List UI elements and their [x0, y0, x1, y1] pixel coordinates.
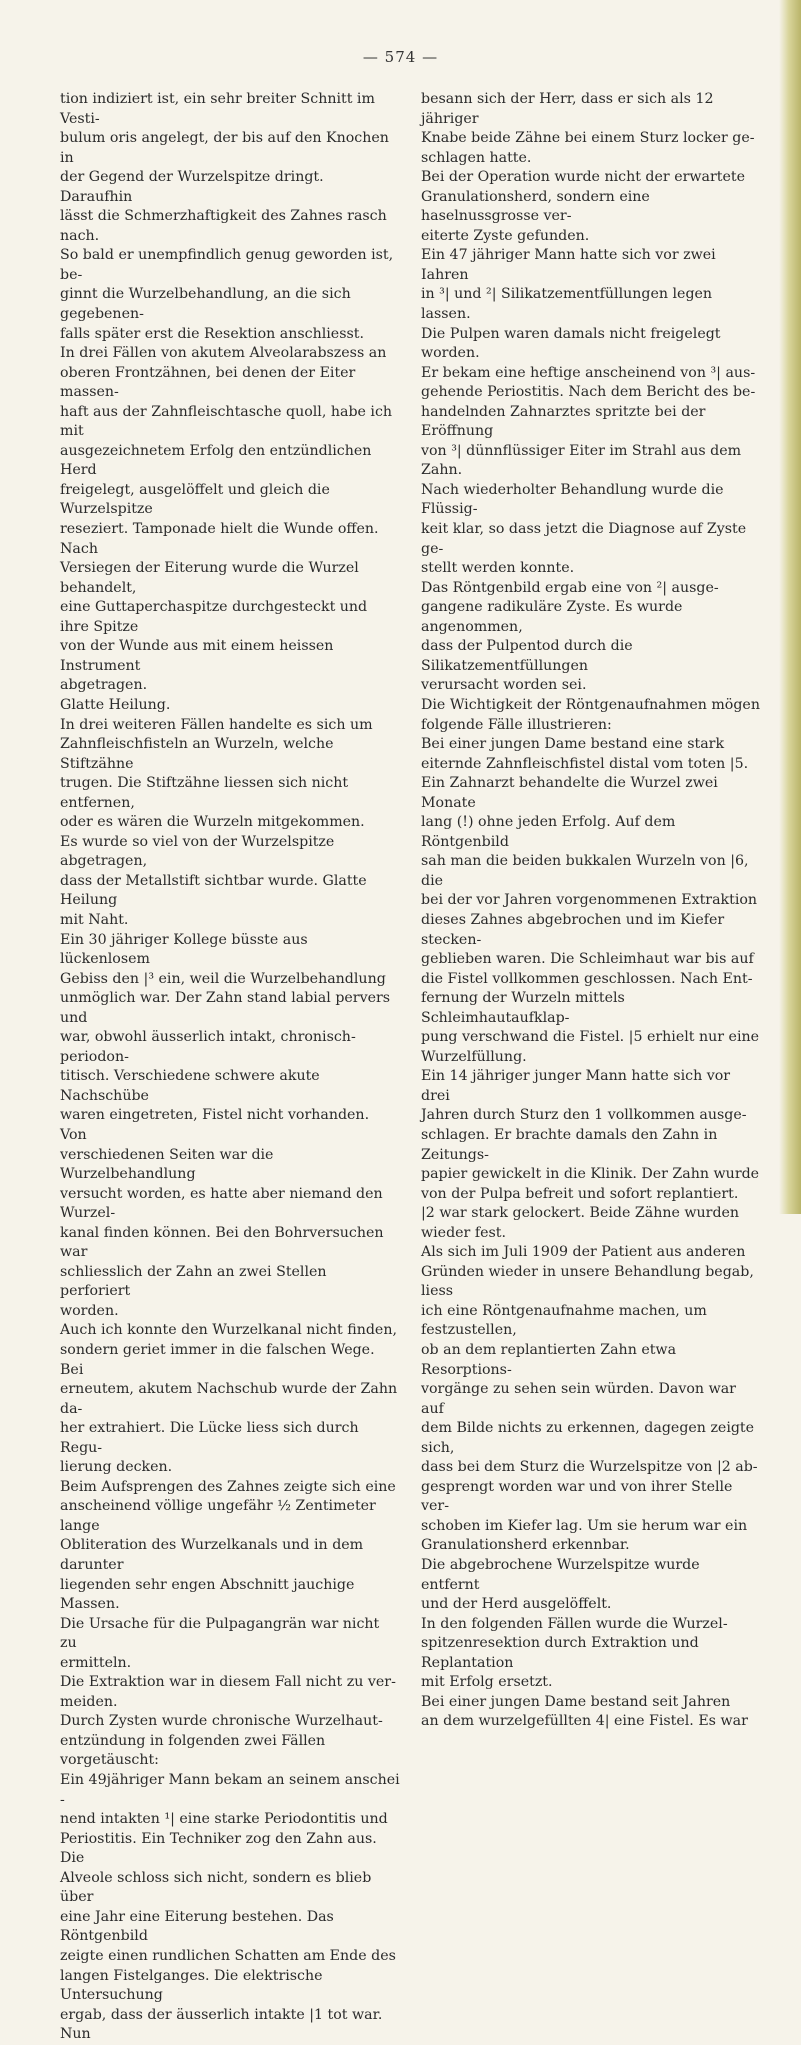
text-line: spitzenresektion durch Extraktion und Replantation	[421, 1635, 699, 1671]
text-line: liegenden sehr engen Abschnitt jauchige Massen.	[60, 1576, 355, 1613]
text-line: Die Wichtigkeit der Röntgenaufnahmen mögen	[421, 696, 760, 713]
text-line: pung verschwand die Fistel. |5 erhielt nur eine	[421, 1029, 760, 1046]
text-line: dass bei dem Sturz die Wurzelspitze von |2 ab-	[421, 1459, 758, 1476]
text-line: Knabe beide Zähne bei einem Sturz locker ge-	[421, 130, 755, 147]
text-line: falls später erst die Resektion anschliesst.	[60, 325, 364, 342]
right-column	[421, 90, 761, 1732]
text-line: papier gewickelt in die Klinik. Der Zahn wurde	[421, 1166, 760, 1183]
text-line: ich eine Röntgenaufnahme machen, um festzustellen,	[421, 1302, 707, 1339]
text-line: worden.	[60, 1302, 119, 1319]
text-line: mit Erfolg ersetzt.	[421, 1674, 553, 1691]
text-line: So bald er unempfindlich genug geworden ist, be-	[60, 247, 394, 283]
text-line: meiden.	[60, 1693, 118, 1710]
text-line: stellt werden konnte.	[421, 560, 575, 577]
text-line: ergab, dass der äusserlich intakte |1 tot war. Nun	[60, 2006, 383, 2043]
text-line: Ein 14 jähriger junger Mann hatte sich vor drei	[421, 1068, 731, 1104]
text-line: tion indiziert ist, ein sehr breiter Schnitt im Vesti-	[60, 91, 375, 127]
text-line: dieses Zahnes abgebrochen und im Kiefer stecken-	[421, 911, 725, 948]
text-line: Ein 47 jähriger Mann hatte sich vor zwei Iahren	[421, 247, 716, 283]
text-line: Nach wiederholter Behandlung wurde die Flüssig-	[421, 481, 724, 518]
text-line: kanal finden können. Bei den Bohrversuchen war	[60, 1224, 384, 1261]
text-line: schliesslich der Zahn an zwei Stellen perforiert	[60, 1263, 327, 1300]
text-line: war, obwohl äusserlich intakt, chronisch-periodon-	[60, 1029, 356, 1065]
text-line: an dem wurzelgefüllten 4| eine Fistel. Es war	[421, 1713, 748, 1730]
text-line: Versiegen der Eiterung wurde die Wurzel behandelt,	[60, 560, 359, 596]
text-line: bulum oris angelegt, der bis auf den Knochen in	[60, 130, 389, 166]
text-line: Ein 30 jähriger Kollege büsste aus lückenlosem	[60, 931, 308, 968]
text-line: schoben im Kiefer lag. Um sie herum war ein	[421, 1517, 748, 1534]
text-line: schlagen hatte.	[421, 149, 532, 166]
text-line: In den folgenden Fällen wurde die Wurzel-	[421, 1615, 728, 1632]
text-line: Obliteration des Wurzelkanals und in dem darunter	[60, 1537, 364, 1574]
text-line: oder es wären die Wurzeln mitgekommen.	[60, 814, 365, 831]
text-line: keit klar, so dass jetzt die Diagnose auf Zyste ge-	[421, 521, 747, 557]
text-line: Die Ursache für die Pulpagangrän war nicht zu	[60, 1615, 380, 1652]
text-line: lierung decken.	[60, 1459, 173, 1476]
text-line: Durch Zysten wurde chronische Wurzelhaut-	[60, 1713, 383, 1730]
text-line: abgetragen.	[60, 677, 148, 694]
text-line: haft aus der Zahnfleischtasche quoll, habe ich mit	[60, 403, 393, 440]
text-line: in ³| und ²| Silikatzementfüllungen legen lassen.	[421, 286, 713, 323]
text-line: von der Pulpa befreit und sofort replantiert.	[421, 1185, 739, 1202]
text-line: handelnden Zahnarztes spritzte bei der Eröffnung	[421, 403, 706, 440]
text-line: besann sich der Herr, dass er sich als 12 jähriger	[421, 91, 714, 127]
text-line: Das Röntgenbild ergab eine von ²| ausge-	[421, 579, 719, 596]
text-line: gangene radikuläre Zyste. Es wurde angenommen,	[421, 599, 683, 635]
text-line: Es wurde so viel von der Wurzelspitze abgetragen,	[60, 833, 335, 870]
text-line: sah man die beiden bukkalen Wurzeln von |6, die	[421, 853, 749, 889]
text-line: Zahnfleischfisteln an Wurzeln, welche Stiftzähne	[60, 736, 334, 772]
text-line: ob an dem replantierten Zahn etwa Resorptions-	[421, 1342, 677, 1378]
text-line: lang (!) ohne jeden Erfolg. Auf dem Röntgenbild	[421, 814, 676, 850]
text-line: titisch. Verschiedene schwere akute Nachschübe	[60, 1068, 320, 1104]
text-line: |2 war stark gelockert. Beide Zähne wurden	[421, 1205, 740, 1222]
text-line: geblieben waren. Die Schleimhaut war bis auf	[421, 951, 754, 968]
text-line: verschiedenen Seiten war die Wurzelbehandlung	[60, 1146, 274, 1183]
text-line: Granulationsherd, sondern eine haselnussgrosse ver-	[421, 188, 650, 225]
text-line: anscheinend völlige ungefähr ½ Zentimeter lange	[60, 1498, 376, 1534]
text-line: Granulationsherd erkennbar.	[421, 1537, 630, 1554]
text-line: und der Herd ausgelöffelt.	[421, 1596, 612, 1613]
text-line: ermitteln.	[60, 1654, 132, 1671]
text-line: unmöglich war. Der Zahn stand labial pervers und	[60, 990, 391, 1026]
text-line: dem Bilde nichts zu erkennen, dagegen zeigte sich,	[421, 1420, 755, 1456]
text-line: eine Jahr eine Eiterung bestehen. Das Röntgenbild	[60, 1908, 334, 1945]
text-line: lässt die Schmerzhaftigkeit des Zahnes rasch nach.	[60, 208, 387, 244]
text-line: Wurzelfüllung.	[421, 1048, 527, 1065]
left-column	[60, 90, 400, 2045]
text-line: oberen Frontzähnen, bei denen der Eiter massen-	[60, 364, 356, 401]
text-line: In drei Fällen von akutem Alveolarabszess an	[60, 345, 387, 362]
text-line: Alveole schloss sich nicht, sondern es blieb über	[60, 1869, 372, 1906]
text-line: zeigte einen rundlichen Schatten am Ende des	[60, 1947, 396, 1964]
text-line: her extrahiert. Die Lücke liess sich durch Regu-	[60, 1420, 359, 1456]
text-line: Periostitis. Ein Techniker zog den Zahn aus. Die	[60, 1830, 377, 1867]
text-line: dass der Metallstift sichtbar wurde. Glatte Heilung	[60, 872, 367, 909]
text-line: folgende Fälle illustrieren:	[421, 716, 612, 733]
text-line: versucht worden, es hatte aber niemand den Wurzel-	[60, 1185, 383, 1222]
text-line: ausgezeichnetem Erfolg den entzündlichen Herd	[60, 442, 372, 479]
text-line: waren eingetreten, Fistel nicht vorhanden. Von	[60, 1107, 370, 1143]
text-line: von ³| dünnflüssiger Eiter im Strahl aus dem Zahn.	[421, 442, 742, 479]
text-line: gesprengt worden war und von ihrer Stelle ver-	[421, 1478, 733, 1515]
text-line: Glatte Heilung.	[60, 696, 171, 713]
text-line: trugen. Die Stiftzähne liessen sich nicht entfernen,	[60, 775, 349, 811]
text-line: Bei der Operation wurde nicht der erwartete	[421, 169, 745, 186]
text-line: sondern geriet immer in die falschen Wege. Bei	[60, 1342, 375, 1378]
text-line: langen Fistelganges. Die elektrische Untersuchung	[60, 1967, 323, 2004]
text-line: Die Pulpen waren damals nicht freigelegt worden.	[421, 325, 721, 362]
text-line: mit Naht.	[60, 911, 129, 928]
text-line: Auch ich konnte den Wurzelkanal nicht finden,	[60, 1322, 397, 1339]
page-edge-shadow	[779, 0, 801, 1214]
text-line: In drei weiteren Fällen handelte es sich um	[60, 716, 373, 733]
text-line: Gebiss den |³ ein, weil die Wurzelbehandlung	[60, 970, 386, 987]
text-line: von der Wunde aus mit einem heissen Instrument	[60, 638, 334, 674]
text-line: Bei einer jungen Dame bestand seit Jahren	[421, 1693, 731, 1710]
text-line: Er bekam eine heftige anscheinend von ³| aus-	[421, 364, 756, 381]
text-line: entzündung in folgenden zwei Fällen vorgetäuscht:	[60, 1732, 326, 1769]
text-line: Als sich im Juli 1909 der Patient aus anderen	[421, 1244, 746, 1261]
text-line: gehende Periostitis. Nach dem Bericht des be-	[421, 384, 756, 401]
text-line: erneutem, akutem Nachschub wurde der Zahn da-	[60, 1381, 398, 1417]
text-line: freigelegt, ausgelöffelt und gleich die Wurzelspitze	[60, 481, 330, 518]
text-line: vorgänge zu sehen sein würden. Davon war auf	[421, 1381, 736, 1417]
text-line: die Fistel vollkommen geschlossen. Nach Ent-	[421, 970, 753, 987]
text-line: schlagen. Er brachte damals den Zahn in Zeitungs-	[421, 1126, 718, 1163]
text-line: bei der vor Jahren vorgenommenen Extraktion	[421, 892, 758, 909]
text-line: eiterte Zyste gefunden.	[421, 227, 590, 244]
text-line: ginnt die Wurzelbehandlung, an die sich gegebenen-	[60, 286, 351, 323]
text-line: eiternde Zahnfleischfistel distal vom toten |5.	[421, 755, 749, 772]
text-line: nend intakten ¹| eine starke Periodontitis und	[60, 1811, 388, 1828]
text-line: wieder fest.	[421, 1224, 506, 1241]
text-line: fernung der Wurzeln mittels Schleimhautaufklap-	[421, 990, 625, 1026]
text-line: verursacht worden sei.	[421, 677, 587, 694]
page-number: — 574 —	[362, 48, 439, 66]
text-line: Die Extraktion war in diesem Fall nicht zu ver-	[60, 1674, 396, 1691]
text-line: reseziert. Tamponade hielt die Wunde offen. Nach	[60, 521, 379, 557]
text-line: Bei einer jungen Dame bestand eine stark	[421, 736, 725, 753]
text-line: Gründen wieder in unsere Behandlung begab, liess	[421, 1263, 754, 1300]
text-line: der Gegend der Wurzelspitze dringt. Daraufhin	[60, 169, 324, 205]
text-line: Ein 49jähriger Mann bekam an seinem anschei -	[60, 1772, 400, 1808]
text-line: Ein Zahnarzt behandelte die Wurzel zwei Monate	[421, 775, 718, 811]
text-line: Beim Aufsprengen des Zahnes zeigte sich eine	[60, 1478, 396, 1495]
text-line: eine Guttaperchaspitze durchgesteckt und ihre Spitze	[60, 599, 368, 635]
text-line: dass der Pulpentod durch die Silikatzementfüllungen	[421, 638, 633, 674]
text-line: Die abgebrochene Wurzelspitze wurde entfernt	[421, 1557, 700, 1593]
text-line: Jahren durch Sturz den 1 vollkommen ausge-	[421, 1107, 747, 1124]
